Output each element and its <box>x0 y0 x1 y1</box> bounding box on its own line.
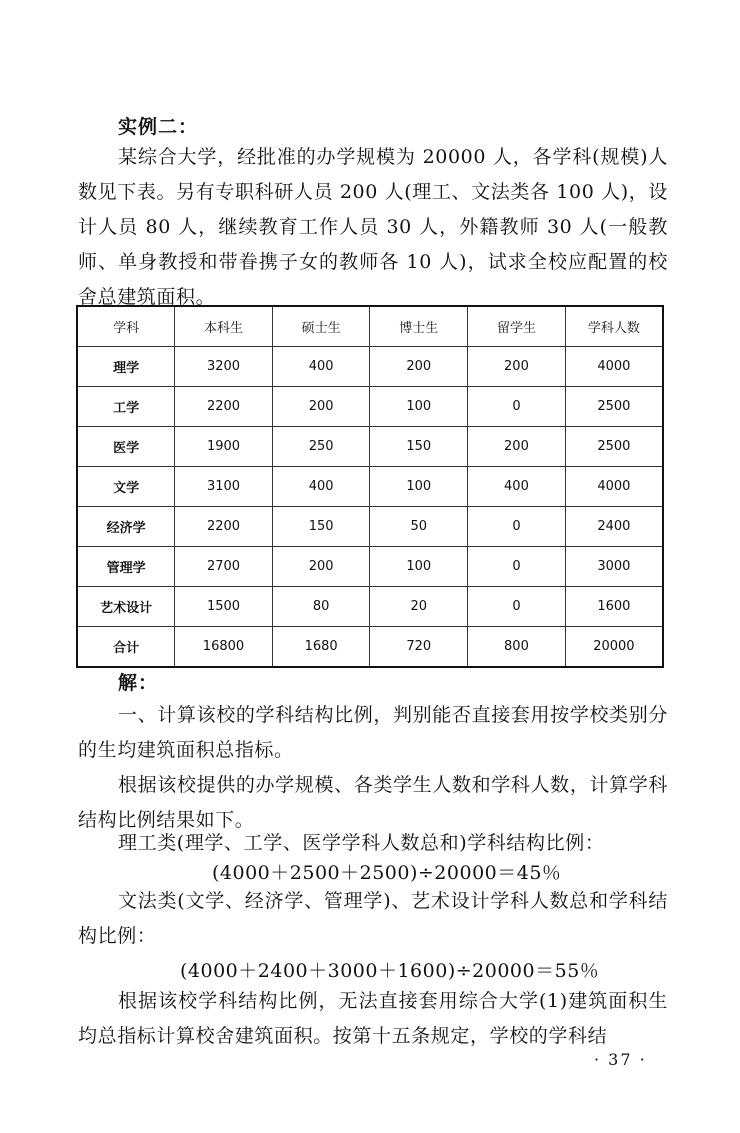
table-cell: 400 <box>468 467 566 507</box>
table-cell: 3000 <box>565 547 663 587</box>
table-cell: 3100 <box>175 467 273 507</box>
solution-paragraph: 根据该校提供的办学规模、各类学生人数和学科人数，计算学科结构比例结果如下。 <box>78 774 668 831</box>
intro-paragraph: 某综合大学，经批准的办学规模为 20000 人，各学科(规模)人数见下表。另有专职科研人员 200 人(理工、文法类各 100 人)，设计人员 80 人，继续教育工作人员 30 人，外籍教师 30 人(一般教师、单身教授和带眷携子女的教师各 10 人)，试求全校应配置的校舍总建筑面积。 <box>78 146 668 308</box>
science-engineering-ratio-text: 理工类(理学、工学、医学学科人数总和)学科结构比例： <box>118 832 605 854</box>
table-cell: 3200 <box>175 347 273 387</box>
subject-cell: 经济学 <box>77 507 175 547</box>
header-cell: 本科生 <box>175 306 273 347</box>
table-cell: 100 <box>370 467 468 507</box>
table-cell: 100 <box>370 387 468 427</box>
header-cell: 硕士生 <box>272 306 370 347</box>
table-cell: 200 <box>272 387 370 427</box>
table-cell: 2700 <box>175 547 273 587</box>
table-cell: 150 <box>272 507 370 547</box>
table-header-row <box>77 306 663 347</box>
table-row <box>77 467 663 507</box>
formula-humanities: (4000＋2400＋3000＋1600)÷20000＝55％ <box>180 960 600 982</box>
table-cell: 4000 <box>565 467 663 507</box>
table-cell: 2200 <box>175 507 273 547</box>
table-cell: 200 <box>468 347 566 387</box>
table-cell: 20000 <box>565 627 663 668</box>
table-cell: 1680 <box>272 627 370 668</box>
subject-cell: 医学 <box>77 427 175 467</box>
table-cell: 400 <box>272 467 370 507</box>
table-cell: 400 <box>272 347 370 387</box>
conclusion-paragraph: 根据该校学科结构比例，无法直接套用综合大学(1)建筑面积生均总指标计算校舍建筑面积。按第十五条规定，学校的学科结 <box>78 990 668 1047</box>
subject-cell: 文学 <box>77 467 175 507</box>
table-row <box>77 347 663 387</box>
table-cell: 2400 <box>565 507 663 547</box>
table-row <box>77 587 663 627</box>
table-cell: 100 <box>370 547 468 587</box>
discipline-table <box>76 305 664 668</box>
header-cell: 博士生 <box>370 306 468 347</box>
table-cell: 1900 <box>175 427 273 467</box>
header-cell: 学科人数 <box>565 306 663 347</box>
table-cell: 2500 <box>565 427 663 467</box>
humanities-ratio-text: 文法类(文学、经济学、管理学)、艺术设计学科人数总和学科结构比例： <box>78 890 668 947</box>
table-cell: 2500 <box>565 387 663 427</box>
subject-cell: 理学 <box>77 347 175 387</box>
table-cell: 0 <box>468 587 566 627</box>
subject-cell: 管理学 <box>77 547 175 587</box>
header-cell: 学科 <box>77 306 175 347</box>
solution-label: 解： <box>118 672 159 694</box>
table-cell: 720 <box>370 627 468 668</box>
table-cell: 0 <box>468 547 566 587</box>
table-cell: 16800 <box>175 627 273 668</box>
table-row <box>77 427 663 467</box>
table-cell: 50 <box>370 507 468 547</box>
table-cell: 4000 <box>565 347 663 387</box>
table-total-row <box>77 627 663 668</box>
subject-cell: 工学 <box>77 387 175 427</box>
example-heading: 实例二： <box>118 116 199 138</box>
table-cell: 250 <box>272 427 370 467</box>
table-cell: 200 <box>468 427 566 467</box>
table-cell: 1500 <box>175 587 273 627</box>
solution-step-one: 一、计算该校的学科结构比例，判别能否直接套用按学校类别分的生均建筑面积总指标。 <box>78 704 668 761</box>
header-cell: 留学生 <box>468 306 566 347</box>
page-number: · 37 · <box>594 1050 647 1069</box>
table-cell: 1600 <box>565 587 663 627</box>
table-cell: 0 <box>468 387 566 427</box>
subject-cell: 艺术设计 <box>77 587 175 627</box>
table-cell: 800 <box>468 627 566 668</box>
table-cell: 2200 <box>175 387 273 427</box>
table-row <box>77 547 663 587</box>
table-cell: 80 <box>272 587 370 627</box>
table-cell: 20 <box>370 587 468 627</box>
table-cell: 200 <box>272 547 370 587</box>
table-cell: 0 <box>468 507 566 547</box>
table-cell: 200 <box>370 347 468 387</box>
table-row <box>77 507 663 547</box>
table-row <box>77 387 663 427</box>
subject-cell: 合计 <box>77 627 175 668</box>
formula-science-engineering: (4000＋2500＋2500)÷20000＝45％ <box>212 862 562 884</box>
table-cell: 150 <box>370 427 468 467</box>
